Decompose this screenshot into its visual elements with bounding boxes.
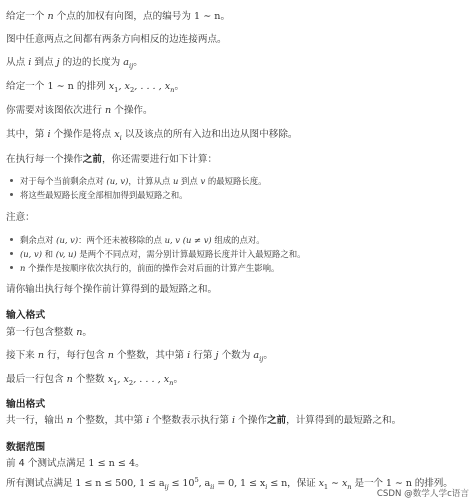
paragraph-operation-detail: 其中，第 i 个操作是将点 $x_i$ 以及该点的所有入边和出边从图中移除。: [6, 129, 298, 142]
range-line-1: 前 4 个测试点满足 1 ≤ n ≤ 4。: [6, 458, 145, 469]
paragraph-output-request: 请你输出执行每个操作前计算得到的最短路之和。: [6, 284, 218, 295]
paragraph-edge-length: 从点 i 到点 j 的边的长度为 $a_{ij}$。: [6, 57, 143, 70]
input-line-1: 第一行包含整数 n。: [6, 327, 92, 338]
paragraph-before-operation: 在执行每一个操作之前，你还需要进行如下计算：: [6, 154, 218, 165]
paragraph-permutation: 给定一个 1 ∼ n 的排列 $x_1$, $x_2$, . . . , $x_n$。: [6, 81, 185, 94]
note-label: 注意：: [6, 212, 35, 223]
paragraph-graph-definition: 给定一个 n 个点的加权有向图，点的编号为 1 ∼ n。: [6, 11, 231, 22]
list-item: n 个操作是按顺序依次执行的，前面的操作会对后面的计算产生影响。: [6, 262, 279, 274]
list-item: 对于每个当前剩余点对 (u, v)，计算从点 u 到点 v 的最短路长度。: [6, 175, 266, 187]
paragraph-edges: 图中任意两点之间都有两条方向相反的边连接两点。: [6, 34, 227, 45]
bullet-icon: [10, 252, 13, 255]
list-item: 剩余点对 (u, v)：两个还未被移除的点 u, v (u ≠ v) 组成的点对。: [6, 234, 265, 246]
input-line-2: 接下来 n 行，每行包含 n 个整数，其中第 i 行第 j 个数为 $a_{ij}$。: [6, 350, 273, 363]
csdn-watermark: CSDN @数学人学c语言: [376, 489, 469, 499]
output-format-heading: 输出格式: [6, 399, 46, 410]
input-line-3: 最后一行包含 n 个整数 $x_1$, $x_2$, . . . , $x_n$。: [6, 374, 184, 387]
bullet-icon: [10, 179, 13, 182]
paragraph-operations: 你需要对该图依次进行 n 个操作。: [6, 105, 153, 116]
output-line: 共一行，输出 n 个整数，其中第 i 个整数表示执行第 i 个操作之前，计算得到的最短路之和。: [6, 415, 402, 426]
input-format-heading: 输入格式: [6, 310, 46, 321]
bullet-icon: [10, 266, 13, 269]
bullet-icon: [10, 238, 13, 241]
bullet-icon: [10, 193, 13, 196]
list-item: (u, v) 和 (v, u) 是两个不同点对，需分别计算最短路长度并计入最短路之和。: [6, 248, 305, 260]
data-range-heading: 数据范围: [6, 442, 46, 453]
list-item: 将这些最短路长度全部相加得到最短路之和。: [6, 189, 188, 201]
range-line-2: 所有测试点满足 1 ≤ n ≤ 500, $1 \le a_{ij} \le 10^5$, $a_{ii} = 0$, $1 \le x_i \le n$，保证 $x_1$ ∼ $x_n$ 是一个 1 ∼ n 的排列。: [6, 476, 453, 492]
